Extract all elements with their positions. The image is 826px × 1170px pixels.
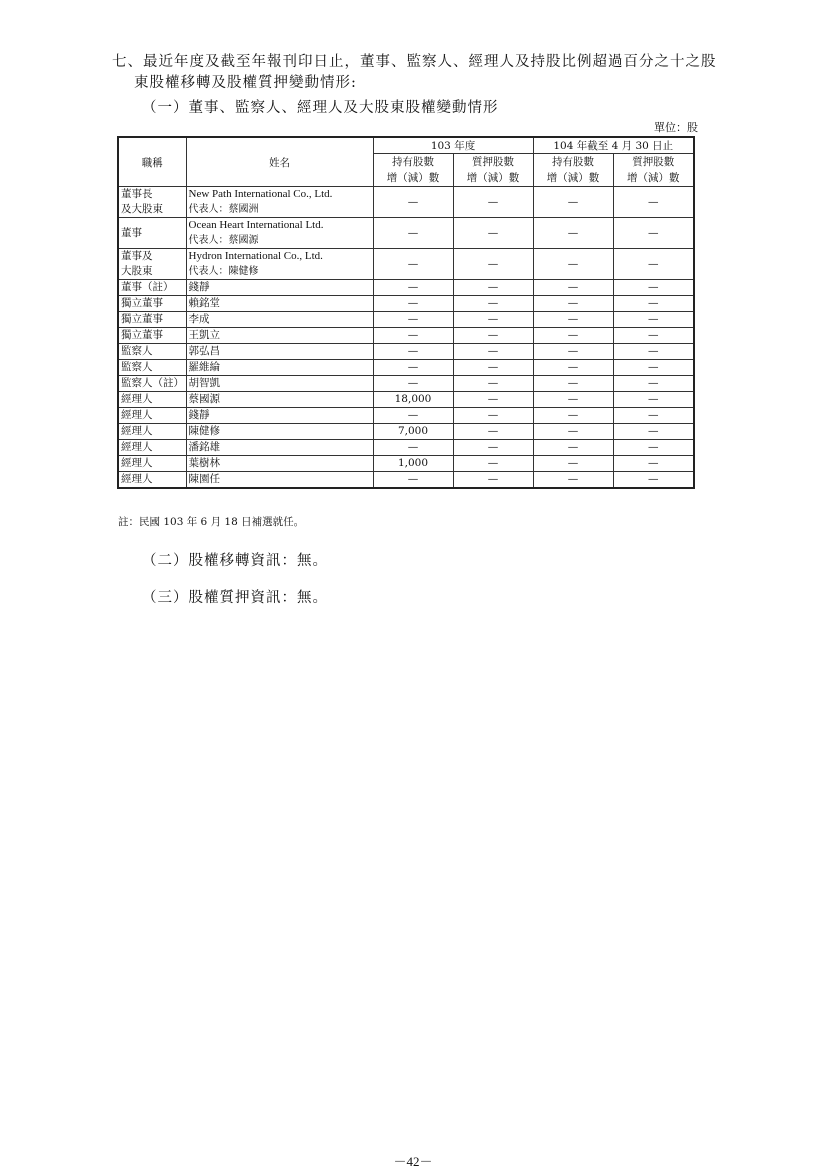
cell-value: — xyxy=(373,408,453,424)
cell-value: 1,000 xyxy=(373,456,453,472)
cell-value: — xyxy=(613,218,694,249)
cell-value: — xyxy=(453,187,533,218)
cell-value: — xyxy=(453,424,533,440)
cell-value: — xyxy=(613,296,694,312)
cell-value: — xyxy=(453,456,533,472)
cell-title: 董事長 及大股東 xyxy=(118,187,186,218)
cell-value: — xyxy=(453,312,533,328)
cell-value: — xyxy=(373,360,453,376)
cell-name: 羅維綸 xyxy=(186,360,373,376)
cell-name xyxy=(186,187,373,218)
subheader-cell: 持有股數 增（減）數 xyxy=(373,154,453,187)
cell-name: 蔡國源 xyxy=(186,392,373,408)
cell-value: 18,000 xyxy=(373,392,453,408)
cell-name: 錢靜 xyxy=(186,280,373,296)
cell-value: — xyxy=(453,472,533,489)
cell-title: 獨立董事 xyxy=(118,296,186,312)
cell-value: — xyxy=(373,312,453,328)
heading-line-1: 七、最近年度及截至年報刊印日止，董事、監察人、經理人及持股比例超過百分之十之股 xyxy=(112,54,717,70)
cell-value: — xyxy=(533,360,613,376)
table-row xyxy=(118,280,694,296)
representative: 代表人：陳健修 xyxy=(188,266,259,277)
cell-title: 監察人（註） xyxy=(118,376,186,392)
cell-value: — xyxy=(453,328,533,344)
cell-value: — xyxy=(453,392,533,408)
cell-value: — xyxy=(533,296,613,312)
cell-name: 李成 xyxy=(186,312,373,328)
cell-name: 胡智凱 xyxy=(186,376,373,392)
cell-value: — xyxy=(373,376,453,392)
cell-value: — xyxy=(453,408,533,424)
cell-value: — xyxy=(613,312,694,328)
cell-title: 經理人 xyxy=(118,392,186,408)
cell-value: — xyxy=(613,376,694,392)
cell-title: 監察人 xyxy=(118,344,186,360)
cell-value: — xyxy=(613,328,694,344)
cell-value: — xyxy=(613,392,694,408)
table-row xyxy=(118,424,694,440)
header-title: 職稱 xyxy=(118,137,186,187)
table-row xyxy=(118,376,694,392)
cell-title: 監察人 xyxy=(118,360,186,376)
heading-line-2: 東股權移轉及股權質押變動情形: xyxy=(134,75,357,91)
cell-value: — xyxy=(613,360,694,376)
cell-value: — xyxy=(373,218,453,249)
cell-title: 董事及 大股東 xyxy=(118,249,186,280)
unit-label: 單位：股 xyxy=(654,121,698,134)
cell-value: — xyxy=(533,376,613,392)
subheader-cell: 質押股數 增（減）數 xyxy=(613,154,694,187)
table-footnote: 註：民國 103 年 6 月 18 日補選就任。 xyxy=(118,516,305,528)
cell-title: 獨立董事 xyxy=(118,312,186,328)
cell-value: — xyxy=(533,424,613,440)
cell-name: 賴銘堂 xyxy=(186,296,373,312)
table-row xyxy=(118,408,694,424)
cell-value: — xyxy=(453,218,533,249)
cell-value: — xyxy=(533,472,613,489)
table-row xyxy=(118,296,694,312)
cell-value: — xyxy=(533,218,613,249)
company-name: Hydron International Co., Ltd. xyxy=(188,250,323,262)
cell-value: — xyxy=(453,280,533,296)
cell-value: — xyxy=(373,328,453,344)
cell-value: — xyxy=(613,456,694,472)
table-row xyxy=(118,472,694,489)
company-name: Ocean Heart International Ltd. xyxy=(188,219,324,231)
cell-name: 王凱立 xyxy=(186,328,373,344)
cell-value: — xyxy=(533,312,613,328)
table-row xyxy=(118,456,694,472)
cell-value: — xyxy=(453,296,533,312)
cell-value: — xyxy=(613,249,694,280)
cell-value: 7,000 xyxy=(373,424,453,440)
cell-name: 郭弘昌 xyxy=(186,344,373,360)
cell-title: 經理人 xyxy=(118,456,186,472)
cell-name: 葉樹林 xyxy=(186,456,373,472)
subheader-cell: 質押股數 增（減）數 xyxy=(453,154,533,187)
cell-name: 潘銘雄 xyxy=(186,440,373,456)
cell-value: — xyxy=(613,280,694,296)
cell-value: — xyxy=(613,408,694,424)
cell-value: — xyxy=(373,280,453,296)
representative: 代表人：蔡國源 xyxy=(188,235,259,246)
page-number: －42－ xyxy=(393,1154,433,1169)
table-row xyxy=(118,218,694,249)
cell-value: — xyxy=(613,187,694,218)
table-row xyxy=(118,187,694,218)
table-row xyxy=(118,344,694,360)
cell-value: — xyxy=(533,456,613,472)
table-row xyxy=(118,328,694,344)
table-row xyxy=(118,392,694,408)
representative: 代表人：蔡國洲 xyxy=(188,204,259,215)
table-row xyxy=(118,440,694,456)
cell-title: 經理人 xyxy=(118,472,186,489)
cell-value: — xyxy=(533,392,613,408)
cell-name: 陳園任 xyxy=(186,472,373,489)
table-row xyxy=(118,249,694,280)
cell-value: — xyxy=(373,440,453,456)
header-period-104: 104 年截至 4 月 30 日止 xyxy=(533,137,694,154)
cell-title: 經理人 xyxy=(118,408,186,424)
subsection-heading-3: （三）股權質押資訊：無。 xyxy=(142,590,328,606)
cell-value: — xyxy=(613,344,694,360)
header-period-103: 103 年度 xyxy=(373,137,533,154)
cell-value: — xyxy=(453,376,533,392)
table-row xyxy=(118,360,694,376)
cell-name: 陳健修 xyxy=(186,424,373,440)
cell-value: — xyxy=(453,440,533,456)
cell-value: — xyxy=(613,424,694,440)
cell-value: — xyxy=(373,472,453,489)
cell-title: 獨立董事 xyxy=(118,328,186,344)
cell-title: 經理人 xyxy=(118,440,186,456)
cell-title: 董事 xyxy=(118,218,186,249)
cell-value: — xyxy=(533,328,613,344)
cell-name xyxy=(186,218,373,249)
subheader-cell: 持有股數 增（減）數 xyxy=(533,154,613,187)
cell-value: — xyxy=(453,344,533,360)
subsection-heading-1: （一）董事、監察人、經理人及大股東股權變動情形 xyxy=(142,100,499,116)
cell-value: — xyxy=(373,344,453,360)
cell-value: — xyxy=(453,360,533,376)
cell-value: — xyxy=(533,344,613,360)
company-name: New Path International Co., Ltd. xyxy=(188,188,333,200)
cell-title: 董事（註） xyxy=(118,280,186,296)
cell-value: — xyxy=(373,249,453,280)
cell-value: — xyxy=(533,440,613,456)
cell-value: — xyxy=(533,408,613,424)
cell-value: — xyxy=(533,280,613,296)
shareholding-change-table xyxy=(117,136,695,489)
cell-value: — xyxy=(613,472,694,489)
cell-name xyxy=(186,249,373,280)
subsection-heading-2: （二）股權移轉資訊：無。 xyxy=(142,553,328,569)
cell-value: — xyxy=(533,187,613,218)
cell-value: — xyxy=(453,249,533,280)
cell-value: — xyxy=(533,249,613,280)
cell-value: — xyxy=(373,296,453,312)
cell-title: 經理人 xyxy=(118,424,186,440)
cell-value: — xyxy=(613,440,694,456)
section-heading xyxy=(112,52,762,94)
cell-value: — xyxy=(373,187,453,218)
table-row xyxy=(118,312,694,328)
header-name: 姓名 xyxy=(186,137,373,187)
cell-name: 錢靜 xyxy=(186,408,373,424)
